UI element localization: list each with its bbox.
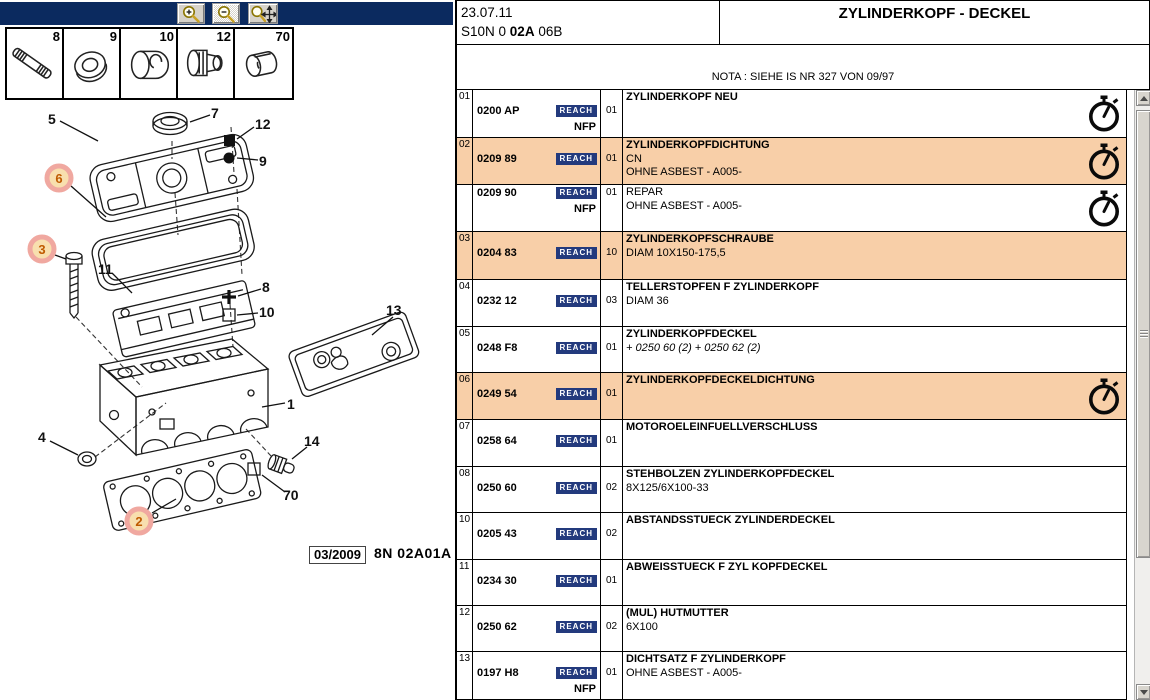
thumbnail-part-9[interactable] — [64, 29, 121, 98]
diagram-label-4[interactable]: 4 — [38, 429, 46, 445]
header-date-code-cell — [457, 1, 720, 44]
row-ref: 01 — [457, 90, 473, 137]
row-part-cell — [473, 327, 601, 372]
head-bolt-drawing — [66, 253, 82, 319]
diagram-version-date: 03/2009 — [309, 546, 366, 564]
description-line: ZYLINDERKOPFDECKEL — [626, 328, 757, 340]
row-description — [623, 138, 1126, 184]
reach-badge[interactable]: REACH — [556, 187, 597, 199]
thumbnail-part-10[interactable] — [121, 29, 178, 98]
part-row-0209-89[interactable] — [457, 138, 1126, 185]
reach-badge[interactable]: REACH — [556, 621, 597, 633]
zoom-pan-button[interactable] — [248, 3, 278, 24]
thumb-grip-icon — [1140, 330, 1148, 339]
stopwatch-icon[interactable] — [1084, 94, 1124, 134]
diagram-label-8[interactable]: 8 — [262, 279, 270, 295]
row-description — [623, 90, 1126, 137]
exploded-view-diagram — [0, 97, 457, 567]
row-part-cell — [473, 185, 601, 231]
description-line: DIAM 10X150-175,5 — [626, 246, 726, 259]
code-bold: 02A — [509, 24, 535, 39]
row-part-cell — [473, 420, 601, 466]
row-qty: 01 — [601, 420, 623, 466]
sensor-drawing — [267, 454, 297, 477]
description-line: TELLERSTOPFEN F ZYLINDERKOPF — [626, 281, 819, 293]
diagram-label-70[interactable]: 70 — [283, 487, 299, 503]
hotspot-callout-6[interactable] — [47, 166, 71, 190]
row-qty: 10 — [601, 232, 623, 279]
thumbnail-part-70[interactable] — [235, 29, 292, 98]
row-part-cell — [473, 373, 601, 419]
row-description — [623, 327, 1126, 372]
row-ref — [457, 185, 473, 231]
part-row-0248-F8[interactable] — [457, 327, 1126, 373]
row-qty: 02 — [601, 467, 623, 512]
row-description — [623, 373, 1126, 419]
part-number: 0209 90 — [477, 187, 517, 199]
code-suffix: 06B — [538, 24, 563, 39]
row-description — [623, 280, 1126, 326]
description-line: 8X125/6X100-33 — [626, 481, 709, 494]
diagram-label-7[interactable]: 7 — [211, 105, 219, 121]
part-row-0209-90[interactable] — [457, 185, 1126, 232]
hotspot-callout-2[interactable] — [127, 509, 151, 533]
callout-number: 2 — [135, 514, 143, 529]
row-ref: 03 — [457, 232, 473, 279]
row-qty: 02 — [601, 513, 623, 559]
catalog-code — [461, 22, 719, 41]
row-qty: 01 — [601, 138, 623, 184]
hotspot-callout-3[interactable] — [30, 237, 54, 261]
part-row-0204-83[interactable] — [457, 232, 1126, 280]
part-row-0197-H8[interactable] — [457, 652, 1126, 700]
description-line: ABSTANDSSTUECK ZYLINDERDECKEL — [626, 514, 835, 526]
row-description — [623, 606, 1126, 651]
part-number: 0234 30 — [477, 575, 517, 587]
description-line: STEHBOLZEN ZYLINDERKOPFDECKEL — [626, 468, 835, 480]
row-part-cell — [473, 652, 601, 699]
scroll-down-button[interactable] — [1136, 684, 1150, 700]
row-ref: 02 — [457, 138, 473, 184]
nfp-label: NFP — [574, 121, 596, 133]
stopwatch-icon[interactable] — [1084, 189, 1124, 229]
diagram-toolbar — [0, 2, 453, 25]
part-number: 0248 F8 — [477, 342, 518, 354]
baffle-plate-drawing — [112, 280, 255, 357]
description-line: OHNE ASBEST - A005- — [626, 666, 742, 679]
row-qty: 02 — [601, 606, 623, 651]
row-part-cell — [473, 467, 601, 512]
scroll-up-button[interactable] — [1136, 90, 1150, 106]
description-line: OHNE ASBEST - A005- — [626, 199, 742, 212]
assembly-axis-lines — [76, 127, 272, 457]
row-qty: 01 — [601, 327, 623, 372]
row-qty: 01 — [601, 373, 623, 419]
part-number: 0232 12 — [477, 295, 517, 307]
row-description — [623, 185, 1126, 231]
description-line: 6X100 — [626, 620, 658, 633]
part-number: 0200 AP — [477, 105, 520, 117]
row-description — [623, 420, 1126, 466]
row-qty: 01 — [601, 560, 623, 605]
thumbnail-label: 8 — [52, 29, 60, 44]
list-header — [457, 0, 1150, 45]
part-number: 0204 83 — [477, 247, 517, 259]
marker-9 — [224, 153, 235, 164]
reach-badge[interactable]: REACH — [556, 153, 597, 165]
thumbnail-label: 12 — [216, 29, 231, 44]
part-number: 0249 54 — [477, 388, 517, 400]
row-ref: 05 — [457, 327, 473, 372]
row-description — [623, 467, 1126, 512]
page-title: ZYLINDERKOPF - DECKEL — [720, 1, 1150, 44]
row-qty: 01 — [601, 185, 623, 231]
thumbnail-part-12[interactable] — [178, 29, 235, 98]
gasket-plate-drawing — [287, 311, 420, 399]
zoom-out-button[interactable] — [212, 3, 240, 24]
nfp-label: NFP — [574, 203, 596, 215]
nfp-label: NFP — [574, 683, 596, 695]
row-part-cell — [473, 280, 601, 326]
diagram-panel — [0, 0, 455, 700]
reach-badge[interactable]: REACH — [556, 435, 597, 447]
description-line: REPAR — [626, 186, 664, 198]
description-line: OHNE ASBEST - A005- — [626, 166, 742, 178]
part-number: 0258 64 — [477, 435, 517, 447]
parts-list-panel — [455, 0, 1150, 700]
reach-badge[interactable]: REACH — [556, 342, 597, 354]
diagram-label-9[interactable]: 9 — [259, 153, 267, 169]
row-part-cell — [473, 138, 601, 184]
part-number: 0197 H8 — [477, 667, 519, 679]
row-ref: 10 — [457, 513, 473, 559]
zoom-in-button[interactable] — [177, 3, 205, 24]
catalog-date: 23.07.11 — [461, 5, 513, 20]
row-ref: 06 — [457, 373, 473, 419]
row-qty: 01 — [601, 90, 623, 137]
reach-badge[interactable]: REACH — [556, 105, 597, 117]
row-part-cell — [473, 560, 601, 605]
reach-badge[interactable]: REACH — [556, 388, 597, 400]
description-line: ABWEISSTUECK F ZYL KOPFDECKEL — [626, 561, 828, 573]
magnifier-plus-icon — [181, 5, 201, 23]
cover-gasket-drawing — [89, 206, 257, 293]
reach-badge[interactable]: REACH — [556, 667, 597, 679]
row-description — [623, 560, 1126, 605]
stopwatch-icon[interactable] — [1084, 142, 1124, 182]
callout-leader-lines — [50, 115, 393, 513]
part-number: 0209 89 — [477, 153, 517, 165]
row-ref: 04 — [457, 280, 473, 326]
up-arrow-icon — [1140, 96, 1148, 101]
part-row-0205-43[interactable] — [457, 513, 1126, 560]
stopwatch-icon[interactable] — [1084, 377, 1124, 417]
nota-banner: NOTA : SIEHE IS NR 327 VON 09/97 — [457, 45, 1150, 90]
reach-badge[interactable]: REACH — [556, 295, 597, 307]
row-part-cell — [473, 90, 601, 137]
reach-badge[interactable]: REACH — [556, 575, 597, 587]
part-row-0232-12[interactable] — [457, 280, 1126, 327]
parts-table — [457, 90, 1127, 700]
row-ref: 12 — [457, 606, 473, 651]
row-ref: 13 — [457, 652, 473, 699]
callout-number: 6 — [55, 171, 63, 186]
row-ref: 11 — [457, 560, 473, 605]
row-part-cell — [473, 232, 601, 279]
oil-cap-drawing — [153, 113, 187, 135]
reach-badge[interactable]: REACH — [556, 528, 597, 540]
diagram-label-5[interactable]: 5 — [48, 111, 56, 127]
description-line: + 0250 60 (2) + 0250 62 (2) — [626, 341, 761, 354]
part-row-0234-30[interactable] — [457, 560, 1126, 606]
row-ref: 07 — [457, 420, 473, 466]
diagram-label-13[interactable]: 13 — [386, 302, 402, 318]
reach-badge[interactable]: REACH — [556, 482, 597, 494]
diagram-label-10[interactable]: 10 — [259, 304, 275, 320]
thumbnail-label: 10 — [159, 29, 174, 44]
part-row-0200-AP[interactable] — [457, 90, 1126, 138]
row-qty: 01 — [601, 652, 623, 699]
thumbnail-part-8[interactable] — [7, 29, 64, 98]
description-line: ZYLINDERKOPFDICHTUNG — [626, 139, 770, 151]
diagram-label-14[interactable]: 14 — [304, 433, 320, 449]
diagram-label-12[interactable]: 12 — [255, 116, 271, 132]
washer-drawing — [78, 452, 96, 466]
magnifier-minus-icon — [216, 5, 236, 23]
description-line: DIAM 36 — [626, 294, 669, 307]
diagram-plate-code: 8N 02A01A — [374, 545, 452, 561]
row-description — [623, 232, 1126, 279]
callout-number: 3 — [38, 242, 46, 257]
description-line: MOTOROELEINFUELLVERSCHLUSS — [626, 421, 818, 433]
diagram-label-1[interactable]: 1 — [287, 396, 295, 412]
row-description — [623, 652, 1126, 699]
row-ref: 08 — [457, 467, 473, 512]
description-line: ZYLINDERKOPF NEU — [626, 91, 738, 103]
table-scrollbar[interactable] — [1134, 90, 1150, 700]
part-number: 0205 43 — [477, 528, 517, 540]
row-description — [623, 513, 1126, 559]
thumbnail-label: 70 — [275, 29, 290, 44]
part-row-0258-64[interactable] — [457, 420, 1126, 467]
part-row-0250-60[interactable] — [457, 467, 1126, 513]
description-line: DICHTSATZ F ZYLINDERKOPF — [626, 653, 786, 665]
part-row-0249-54[interactable] — [457, 373, 1126, 420]
row-part-cell — [473, 513, 601, 559]
down-arrow-icon — [1140, 690, 1148, 695]
description-line: ZYLINDERKOPFSCHRAUBE — [626, 233, 774, 245]
reach-badge[interactable]: REACH — [556, 247, 597, 259]
part-thumbnail-strip — [5, 27, 294, 100]
thumbnail-label: 9 — [109, 29, 117, 44]
part-row-0250-62[interactable] — [457, 606, 1126, 652]
part-number: 0250 62 — [477, 621, 517, 633]
description-line: CN — [626, 152, 642, 165]
description-line: ZYLINDERKOPFDECKELDICHTUNG — [626, 374, 815, 386]
row-part-cell — [473, 606, 601, 651]
part-number: 0250 60 — [477, 482, 517, 494]
code-prefix: S10N 0 — [461, 24, 507, 39]
row-qty: 03 — [601, 280, 623, 326]
marker-12 — [224, 135, 235, 146]
magnifier-pan-icon — [250, 5, 276, 23]
diagram-label-11[interactable]: 11 — [98, 261, 113, 277]
scrollbar-thumb[interactable] — [1136, 110, 1150, 558]
description-line: (MUL) HUTMUTTER — [626, 607, 729, 619]
